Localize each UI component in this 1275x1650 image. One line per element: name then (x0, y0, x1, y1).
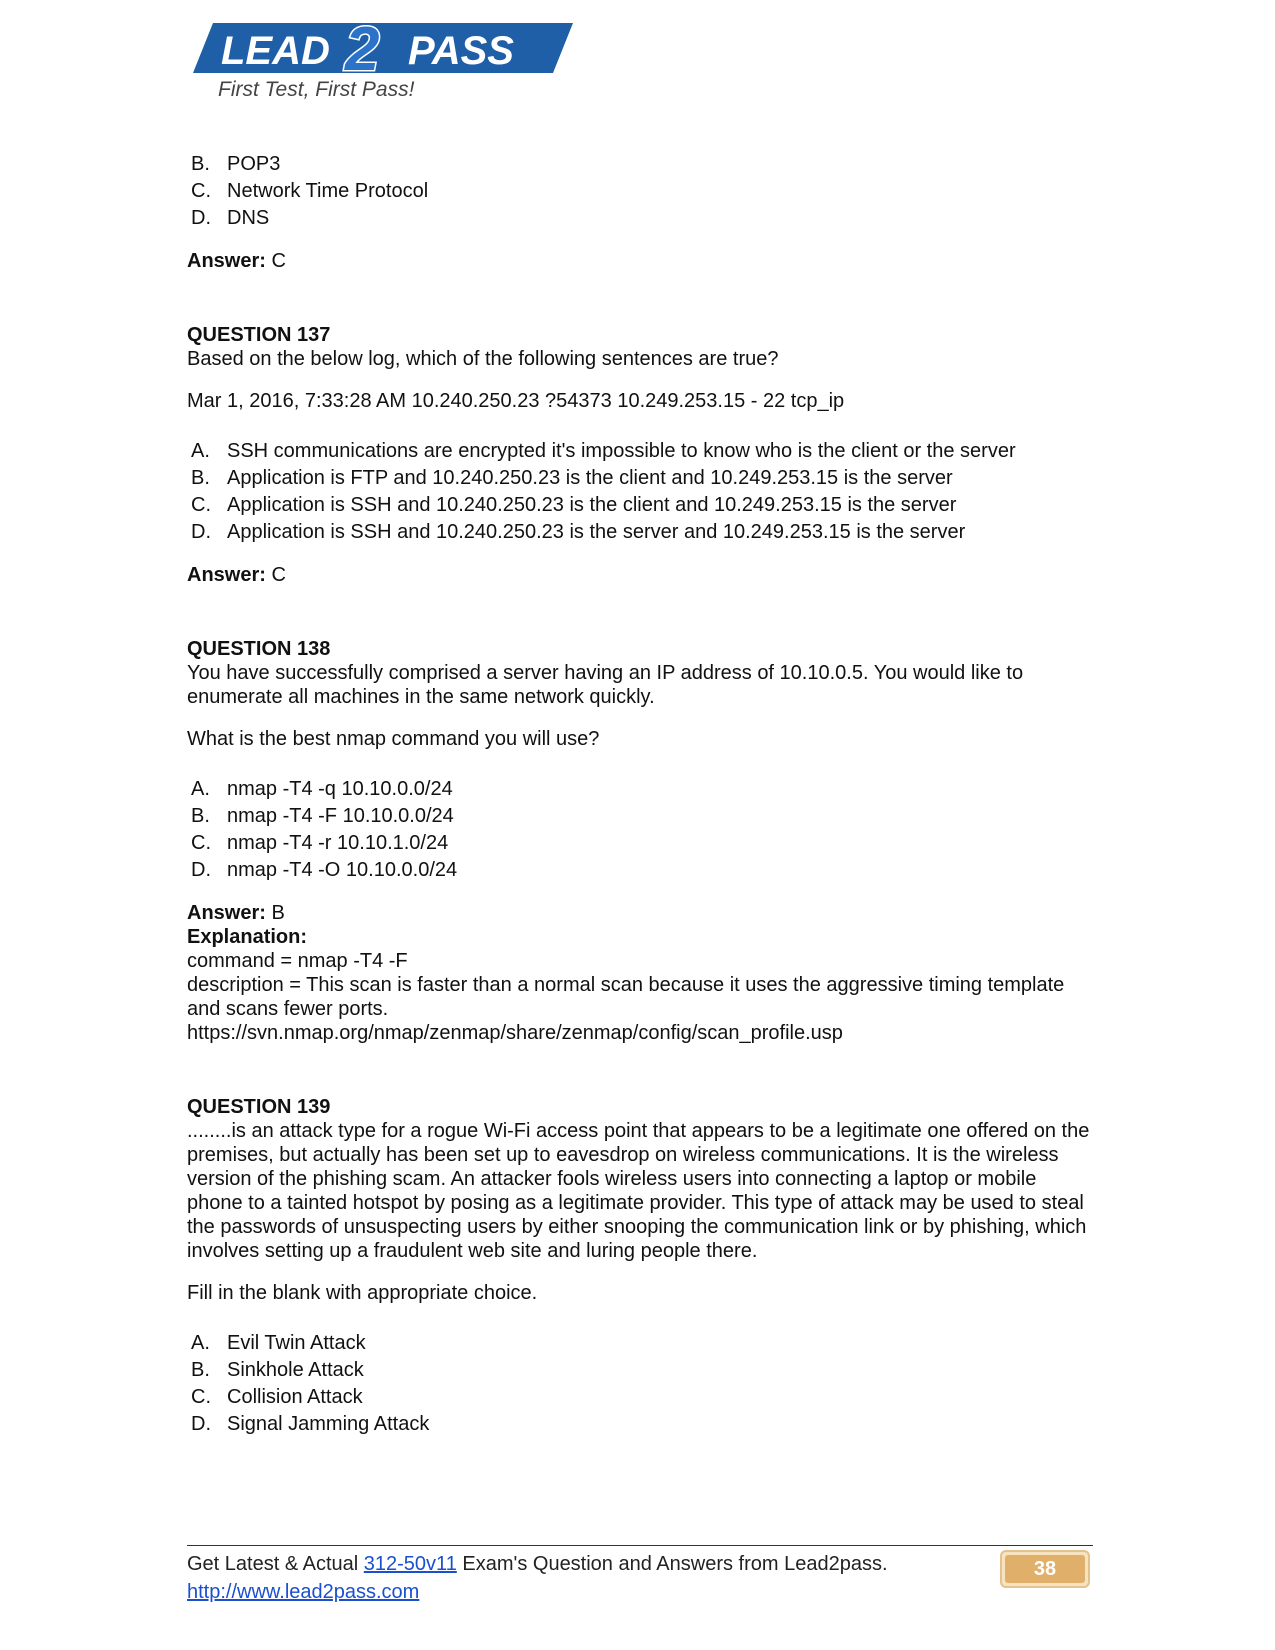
option-text: Application is SSH and 10.240.250.23 is the server and 10.249.253.15 is the server (227, 520, 966, 543)
option-row (187, 464, 1092, 491)
option-letter: A. (191, 439, 210, 462)
option-row (187, 518, 1092, 545)
option-letter: C. (191, 831, 211, 854)
option-row (187, 856, 1092, 883)
option-row (187, 829, 1092, 856)
option-text: SSH communications are encrypted it's impossible to know who is the client or the server (227, 439, 1016, 462)
option-row (187, 177, 1092, 204)
answer-line (187, 563, 1092, 587)
question-139-options (187, 1329, 1092, 1437)
option-letter: C. (191, 1385, 211, 1408)
question-138-text: You have successfully comprised a server having an IP address of 10.10.0.5. You would like to enumerate all machines in the same network quickly. (187, 662, 1024, 708)
option-letter: C. (191, 493, 211, 516)
footer (187, 1550, 888, 1606)
option-letter: A. (191, 1331, 210, 1354)
footer-divider (187, 1545, 1093, 1546)
footer-suffix: Exam's Question and Answers from Lead2pass. (456, 1553, 888, 1575)
footer-line (187, 1550, 888, 1578)
answer-value: C (265, 250, 286, 272)
option-row (187, 204, 1092, 231)
option-letter: D. (191, 520, 211, 543)
explanation-label: Explanation: (187, 926, 308, 948)
option-row (187, 150, 1092, 177)
explanation-line: command = nmap -T4 -F (187, 950, 408, 972)
logo-word-left: LEAD (221, 29, 330, 73)
previous-question-options (187, 150, 1092, 231)
option-row (187, 1410, 1092, 1437)
option-text: Application is FTP and 10.240.250.23 is the client and 10.249.253.15 is the server (227, 466, 953, 489)
explanation-line: https://svn.nmap.org/nmap/zenmap/share/zenmap/config/scan_profile.usp (187, 1022, 843, 1044)
exam-link[interactable]: 312-50v11 (363, 1553, 457, 1575)
option-row (187, 491, 1092, 518)
question-139-title: QUESTION 139 (187, 1096, 331, 1118)
option-text: DNS (227, 206, 270, 229)
option-letter: C. (191, 179, 211, 202)
option-letter: A. (191, 777, 210, 800)
option-text: Application is SSH and 10.240.250.23 is the client and 10.249.253.15 is the server (227, 493, 957, 516)
option-row (187, 1329, 1092, 1356)
question-138-options (187, 775, 1092, 883)
answer-line (187, 249, 1092, 273)
option-letter: B. (191, 152, 210, 175)
question-139-text: ........is an attack type for a rogue Wi-Fi access point that appears to be a legitimate one offered on the premises, but actually has been set up to eavesdrop on wireless communications. It is the wireless version of the phishing scam. An attacker fools wireless users into connecting a laptop or mobile phone to a tainted hotspot by posing as a legitimate provider. This type of attack may be used to steal the passwords of unsuspecting users by either snooping the communication link or by phishing, which involves setting up a fraudulent web site and luring people there. (187, 1120, 1090, 1262)
site-link[interactable]: http://www.lead2pass.com (187, 1581, 420, 1603)
question-138-title: QUESTION 138 (187, 638, 331, 660)
option-text: Sinkhole Attack (227, 1358, 364, 1381)
answer-value: C (265, 564, 286, 586)
question-139-prompt: Fill in the blank with appropriate choice. (187, 1282, 538, 1304)
option-letter: B. (191, 1358, 210, 1381)
answer-label: Answer: (187, 250, 266, 272)
option-text: nmap -T4 -O 10.10.0.0/24 (227, 858, 458, 881)
logo-tagline: First Test, First Pass! (218, 78, 415, 101)
page-number: 38 (1005, 1555, 1085, 1583)
question-138-prompt: What is the best nmap command you will use? (187, 728, 600, 750)
document-body (187, 150, 1092, 1437)
option-row (187, 802, 1092, 829)
question-137-log: Mar 1, 2016, 7:33:28 AM 10.240.250.23 ?54373 10.249.253.15 - 22 tcp_ip (187, 390, 845, 412)
page-number-badge (1000, 1550, 1090, 1588)
option-row (187, 437, 1092, 464)
answer-line (187, 901, 1092, 925)
option-letter: D. (191, 858, 211, 881)
option-text: nmap -T4 -r 10.10.1.0/24 (227, 831, 449, 854)
option-row (187, 1383, 1092, 1410)
option-text: POP3 (227, 152, 281, 175)
answer-label: Answer: (187, 902, 266, 924)
option-text: nmap -T4 -F 10.10.0.0/24 (227, 804, 454, 827)
question-137-options (187, 437, 1092, 545)
option-letter: B. (191, 466, 210, 489)
option-letter: B. (191, 804, 210, 827)
option-text: nmap -T4 -q 10.10.0.0/24 (227, 777, 453, 800)
option-text: Evil Twin Attack (227, 1331, 366, 1354)
logo-digit: 2 (345, 15, 380, 84)
answer-value: B (265, 902, 285, 924)
option-row (187, 775, 1092, 802)
option-text: Network Time Protocol (227, 179, 429, 202)
logo-word-right: PASS (408, 29, 514, 73)
option-text: Signal Jamming Attack (227, 1412, 430, 1435)
question-137-title: QUESTION 137 (187, 324, 331, 346)
option-letter: D. (191, 1412, 211, 1435)
option-text: Collision Attack (227, 1385, 363, 1408)
option-row (187, 1356, 1092, 1383)
footer-prefix: Get Latest & Actual (187, 1553, 364, 1575)
option-letter: D. (191, 206, 211, 229)
question-137-text: Based on the below log, which of the following sentences are true? (187, 348, 779, 370)
answer-label: Answer: (187, 564, 266, 586)
explanation-line: description = This scan is faster than a normal scan because it uses the aggressive timing template and scans fewer ports. (187, 974, 1065, 1020)
